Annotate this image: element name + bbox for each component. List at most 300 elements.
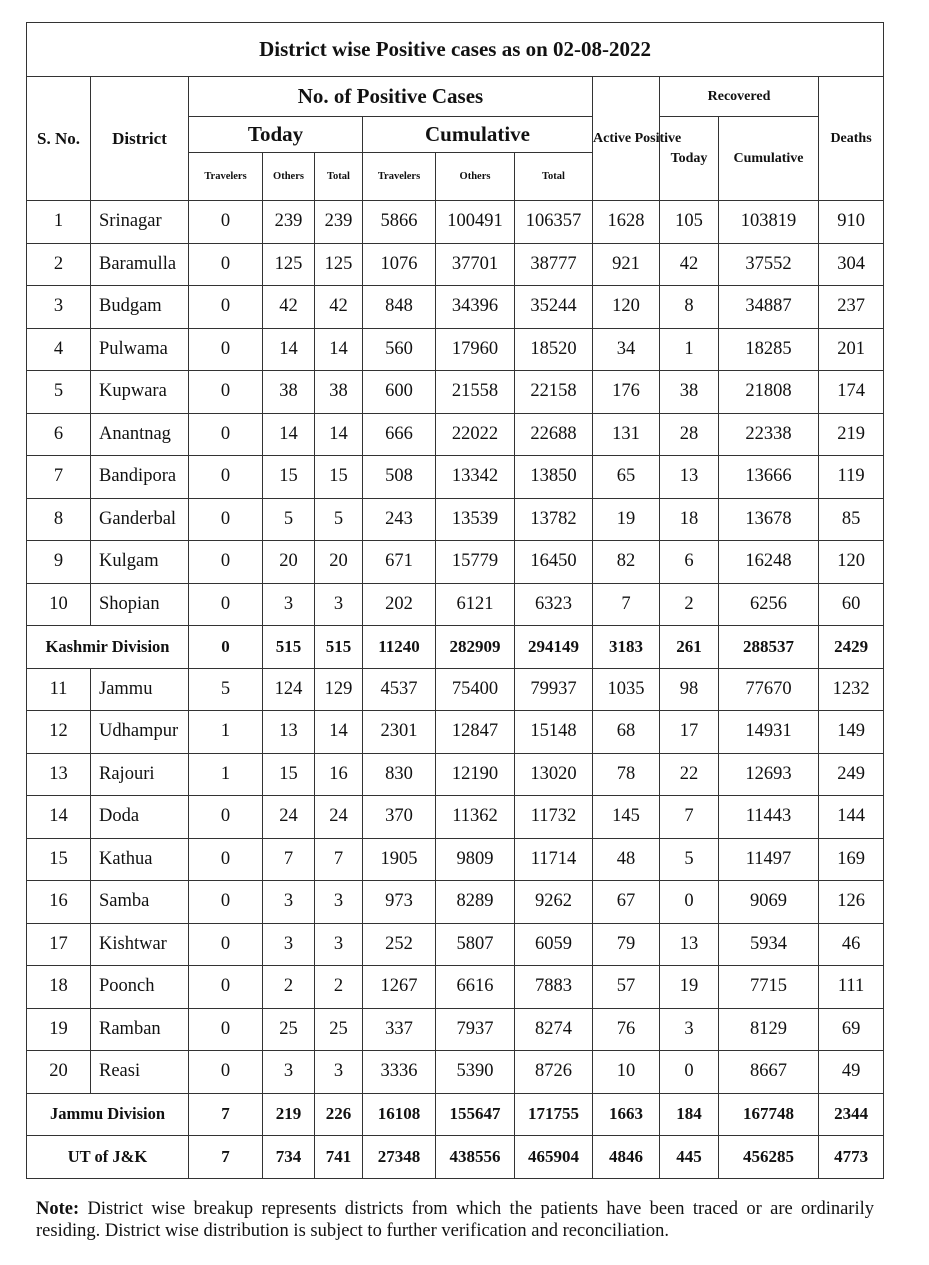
- header-today-travelers: Travelers: [189, 153, 263, 201]
- cell-t-tot: 24: [315, 796, 363, 839]
- cell-active: 4846: [593, 1136, 660, 1179]
- cell-active: 79: [593, 923, 660, 966]
- cell-rec-today: 18: [660, 498, 719, 541]
- cell-c-trav: 560: [363, 328, 436, 371]
- cell-active: 65: [593, 456, 660, 499]
- cell-c-tot: 15148: [515, 711, 593, 754]
- cell-t-trav: 0: [189, 583, 263, 626]
- cell-t-tot: 15: [315, 456, 363, 499]
- cell-rec-cum: 37552: [719, 243, 819, 286]
- cell-c-trav: 11240: [363, 626, 436, 669]
- cell-t-tot: 125: [315, 243, 363, 286]
- cell-deaths: 60: [819, 583, 884, 626]
- cell-c-trav: 666: [363, 413, 436, 456]
- cell-t-tot: 16: [315, 753, 363, 796]
- cell-c-tot: 6059: [515, 923, 593, 966]
- cell-rec-today: 0: [660, 1051, 719, 1094]
- cell-district: Baramulla: [91, 243, 189, 286]
- cell-district: Doda: [91, 796, 189, 839]
- cell-rec-today: 8: [660, 286, 719, 329]
- header-district: District: [91, 77, 189, 201]
- cell-sno: 8: [27, 498, 91, 541]
- cell-rec-today: 42: [660, 243, 719, 286]
- table-row: [27, 1008, 884, 1051]
- cell-t-tot: 38: [315, 371, 363, 414]
- cell-division-name: Kashmir Division: [27, 626, 189, 669]
- cell-rec-cum: 9069: [719, 881, 819, 924]
- cell-t-trav: 0: [189, 966, 263, 1009]
- cell-active: 1035: [593, 668, 660, 711]
- cell-t-oth: 124: [263, 668, 315, 711]
- cell-deaths: 2344: [819, 1093, 884, 1136]
- table-row: [27, 243, 884, 286]
- cell-c-oth: 22022: [436, 413, 515, 456]
- cell-t-oth: 7: [263, 838, 315, 881]
- cell-c-tot: 35244: [515, 286, 593, 329]
- cell-deaths: 144: [819, 796, 884, 839]
- cell-t-oth: 3: [263, 923, 315, 966]
- jammu-division-total-row: [27, 1093, 884, 1136]
- cell-c-trav: 508: [363, 456, 436, 499]
- cell-rec-cum: 22338: [719, 413, 819, 456]
- cell-t-trav: 0: [189, 456, 263, 499]
- cell-c-trav: 243: [363, 498, 436, 541]
- cell-c-oth: 15779: [436, 541, 515, 584]
- cell-t-oth: 13: [263, 711, 315, 754]
- cell-c-trav: 4537: [363, 668, 436, 711]
- cell-t-trav: 1: [189, 753, 263, 796]
- cell-division-name: UT of J&K: [27, 1136, 189, 1179]
- cell-c-oth: 13342: [436, 456, 515, 499]
- cell-t-trav: 7: [189, 1136, 263, 1179]
- cell-district: Kishtwar: [91, 923, 189, 966]
- cell-active: 120: [593, 286, 660, 329]
- cell-district: Samba: [91, 881, 189, 924]
- cell-rec-cum: 21808: [719, 371, 819, 414]
- cell-district: Shopian: [91, 583, 189, 626]
- cell-c-oth: 6616: [436, 966, 515, 1009]
- cell-t-tot: 42: [315, 286, 363, 329]
- cell-c-oth: 8289: [436, 881, 515, 924]
- table-row: [27, 668, 884, 711]
- cell-rec-today: 19: [660, 966, 719, 1009]
- cell-sno: 14: [27, 796, 91, 839]
- cell-t-oth: 734: [263, 1136, 315, 1179]
- cell-c-oth: 5807: [436, 923, 515, 966]
- cell-c-oth: 11362: [436, 796, 515, 839]
- cell-rec-today: 38: [660, 371, 719, 414]
- cell-active: 921: [593, 243, 660, 286]
- cell-c-trav: 848: [363, 286, 436, 329]
- cell-t-oth: 239: [263, 201, 315, 244]
- cell-t-oth: 14: [263, 413, 315, 456]
- cell-sno: 20: [27, 1051, 91, 1094]
- cell-active: 3183: [593, 626, 660, 669]
- cell-c-oth: 21558: [436, 371, 515, 414]
- table-row: [27, 753, 884, 796]
- cell-sno: 17: [27, 923, 91, 966]
- cell-rec-cum: 77670: [719, 668, 819, 711]
- cell-rec-today: 98: [660, 668, 719, 711]
- cell-district: Kupwara: [91, 371, 189, 414]
- cell-district: Anantnag: [91, 413, 189, 456]
- table-title: District wise Positive cases as on 02-08-2022: [27, 23, 884, 77]
- ut-total-row: [27, 1136, 884, 1179]
- cell-t-oth: 14: [263, 328, 315, 371]
- cell-t-trav: 0: [189, 498, 263, 541]
- cell-active: 78: [593, 753, 660, 796]
- cell-rec-today: 445: [660, 1136, 719, 1179]
- cell-rec-cum: 5934: [719, 923, 819, 966]
- cell-rec-cum: 11443: [719, 796, 819, 839]
- table-row: [27, 1051, 884, 1094]
- cell-district: Ramban: [91, 1008, 189, 1051]
- cell-rec-today: 5: [660, 838, 719, 881]
- cell-active: 145: [593, 796, 660, 839]
- header-today-total: Total: [315, 153, 363, 201]
- cell-c-tot: 38777: [515, 243, 593, 286]
- cell-rec-cum: 14931: [719, 711, 819, 754]
- cell-t-oth: 3: [263, 1051, 315, 1094]
- cell-t-tot: 14: [315, 328, 363, 371]
- cell-c-tot: 11732: [515, 796, 593, 839]
- cell-rec-cum: 288537: [719, 626, 819, 669]
- cell-t-tot: 129: [315, 668, 363, 711]
- cell-rec-cum: 12693: [719, 753, 819, 796]
- cell-t-tot: 5: [315, 498, 363, 541]
- cell-active: 7: [593, 583, 660, 626]
- cell-c-trav: 337: [363, 1008, 436, 1051]
- cell-c-trav: 1076: [363, 243, 436, 286]
- cell-c-oth: 13539: [436, 498, 515, 541]
- cell-c-tot: 13020: [515, 753, 593, 796]
- cell-t-oth: 15: [263, 456, 315, 499]
- cell-c-trav: 671: [363, 541, 436, 584]
- cell-deaths: 201: [819, 328, 884, 371]
- cell-t-trav: 0: [189, 1008, 263, 1051]
- cell-c-tot: 11714: [515, 838, 593, 881]
- cell-sno: 6: [27, 413, 91, 456]
- cell-rec-today: 0: [660, 881, 719, 924]
- cell-deaths: 2429: [819, 626, 884, 669]
- cell-sno: 7: [27, 456, 91, 499]
- cell-t-tot: 3: [315, 1051, 363, 1094]
- cell-rec-today: 261: [660, 626, 719, 669]
- cell-c-oth: 12847: [436, 711, 515, 754]
- cell-sno: 10: [27, 583, 91, 626]
- cell-rec-cum: 34887: [719, 286, 819, 329]
- cell-rec-cum: 18285: [719, 328, 819, 371]
- cell-active: 67: [593, 881, 660, 924]
- cell-c-oth: 100491: [436, 201, 515, 244]
- cell-t-oth: 3: [263, 881, 315, 924]
- cell-rec-cum: 13666: [719, 456, 819, 499]
- note-text: District wise breakup represents districts from which the patients have been traced or are ordinarily residing. District wise distribution is subject to further verification and reconciliation.: [36, 1199, 875, 1241]
- cell-c-tot: 22158: [515, 371, 593, 414]
- cell-t-oth: 3: [263, 583, 315, 626]
- cell-active: 48: [593, 838, 660, 881]
- cell-district: Reasi: [91, 1051, 189, 1094]
- cell-c-oth: 282909: [436, 626, 515, 669]
- cell-deaths: 69: [819, 1008, 884, 1051]
- cell-deaths: 219: [819, 413, 884, 456]
- cell-district: Kathua: [91, 838, 189, 881]
- cell-c-trav: 1905: [363, 838, 436, 881]
- cell-t-tot: 14: [315, 711, 363, 754]
- cell-sno: 18: [27, 966, 91, 1009]
- cell-t-tot: 741: [315, 1136, 363, 1179]
- cell-active: 1663: [593, 1093, 660, 1136]
- cell-c-trav: 202: [363, 583, 436, 626]
- header-cumulative-total: Total: [515, 153, 593, 201]
- cell-c-tot: 106357: [515, 201, 593, 244]
- cell-active: 1628: [593, 201, 660, 244]
- cell-c-tot: 18520: [515, 328, 593, 371]
- header-deaths: Deaths: [819, 77, 884, 201]
- cell-t-trav: 1: [189, 711, 263, 754]
- cell-rec-today: 105: [660, 201, 719, 244]
- cell-deaths: 1232: [819, 668, 884, 711]
- cell-t-tot: 3: [315, 923, 363, 966]
- cell-district: Poonch: [91, 966, 189, 1009]
- cell-t-oth: 25: [263, 1008, 315, 1051]
- cell-t-oth: 38: [263, 371, 315, 414]
- cell-rec-cum: 8667: [719, 1051, 819, 1094]
- cell-deaths: 85: [819, 498, 884, 541]
- cell-district: Kulgam: [91, 541, 189, 584]
- cell-t-oth: 5: [263, 498, 315, 541]
- cell-t-tot: 3: [315, 881, 363, 924]
- cell-deaths: 46: [819, 923, 884, 966]
- footnote: [36, 1198, 874, 1242]
- cell-t-oth: 15: [263, 753, 315, 796]
- cell-t-trav: 0: [189, 413, 263, 456]
- cell-rec-today: 17: [660, 711, 719, 754]
- cell-rec-today: 13: [660, 923, 719, 966]
- cell-active: 34: [593, 328, 660, 371]
- cell-c-trav: 1267: [363, 966, 436, 1009]
- cell-t-trav: 5: [189, 668, 263, 711]
- cell-sno: 1: [27, 201, 91, 244]
- cell-t-trav: 0: [189, 328, 263, 371]
- cell-t-oth: 125: [263, 243, 315, 286]
- cell-rec-cum: 11497: [719, 838, 819, 881]
- table-row: [27, 796, 884, 839]
- cell-t-tot: 25: [315, 1008, 363, 1051]
- cell-t-trav: 0: [189, 923, 263, 966]
- cell-c-trav: 5866: [363, 201, 436, 244]
- cell-district: Udhampur: [91, 711, 189, 754]
- cell-t-oth: 20: [263, 541, 315, 584]
- cell-c-trav: 252: [363, 923, 436, 966]
- cell-t-tot: 226: [315, 1093, 363, 1136]
- cell-sno: 2: [27, 243, 91, 286]
- cell-c-oth: 12190: [436, 753, 515, 796]
- header-active-positive: Active Positive: [593, 77, 660, 201]
- cell-c-tot: 294149: [515, 626, 593, 669]
- cell-sno: 16: [27, 881, 91, 924]
- cell-c-trav: 27348: [363, 1136, 436, 1179]
- table-row: [27, 541, 884, 584]
- cell-rec-cum: 16248: [719, 541, 819, 584]
- cell-sno: 13: [27, 753, 91, 796]
- cell-deaths: 249: [819, 753, 884, 796]
- table-row: [27, 328, 884, 371]
- cell-rec-cum: 167748: [719, 1093, 819, 1136]
- header-cumulative: Cumulative: [363, 117, 593, 153]
- cell-c-tot: 8274: [515, 1008, 593, 1051]
- cell-c-oth: 155647: [436, 1093, 515, 1136]
- cell-t-tot: 515: [315, 626, 363, 669]
- cell-c-tot: 465904: [515, 1136, 593, 1179]
- cell-deaths: 126: [819, 881, 884, 924]
- cell-t-tot: 14: [315, 413, 363, 456]
- table-row: [27, 286, 884, 329]
- district-cases-table: [26, 22, 884, 1179]
- header-cumulative-others: Others: [436, 153, 515, 201]
- table-row: [27, 881, 884, 924]
- cell-c-oth: 7937: [436, 1008, 515, 1051]
- cell-c-tot: 171755: [515, 1093, 593, 1136]
- cell-c-trav: 2301: [363, 711, 436, 754]
- cell-deaths: 120: [819, 541, 884, 584]
- cell-rec-today: 6: [660, 541, 719, 584]
- cell-c-trav: 600: [363, 371, 436, 414]
- cell-active: 19: [593, 498, 660, 541]
- table-row: [27, 711, 884, 754]
- cell-t-tot: 2: [315, 966, 363, 1009]
- cell-deaths: 149: [819, 711, 884, 754]
- cell-t-trav: 0: [189, 626, 263, 669]
- header-recovered-cumulative: Cumulative: [719, 117, 819, 201]
- table-row: [27, 498, 884, 541]
- cell-t-tot: 20: [315, 541, 363, 584]
- cell-t-trav: 0: [189, 838, 263, 881]
- cell-c-oth: 34396: [436, 286, 515, 329]
- cell-c-tot: 7883: [515, 966, 593, 1009]
- cell-c-trav: 370: [363, 796, 436, 839]
- cell-rec-cum: 8129: [719, 1008, 819, 1051]
- cell-c-oth: 438556: [436, 1136, 515, 1179]
- cell-t-oth: 515: [263, 626, 315, 669]
- cell-sno: 12: [27, 711, 91, 754]
- cell-sno: 9: [27, 541, 91, 584]
- cell-t-oth: 2: [263, 966, 315, 1009]
- cell-c-trav: 3336: [363, 1051, 436, 1094]
- header-sno: S. No.: [27, 77, 91, 201]
- cell-t-oth: 42: [263, 286, 315, 329]
- cell-sno: 5: [27, 371, 91, 414]
- cell-rec-today: 7: [660, 796, 719, 839]
- table-row: [27, 201, 884, 244]
- cell-c-tot: 22688: [515, 413, 593, 456]
- cell-t-tot: 239: [315, 201, 363, 244]
- cell-c-tot: 6323: [515, 583, 593, 626]
- cell-division-name: Jammu Division: [27, 1093, 189, 1136]
- cell-rec-today: 184: [660, 1093, 719, 1136]
- cell-rec-today: 3: [660, 1008, 719, 1051]
- cell-active: 131: [593, 413, 660, 456]
- cell-deaths: 304: [819, 243, 884, 286]
- cell-c-tot: 79937: [515, 668, 593, 711]
- cell-t-trav: 0: [189, 286, 263, 329]
- cell-deaths: 169: [819, 838, 884, 881]
- table-row: [27, 923, 884, 966]
- header-today-others: Others: [263, 153, 315, 201]
- cell-deaths: 237: [819, 286, 884, 329]
- note-label: Note:: [36, 1199, 80, 1219]
- cell-t-trav: 0: [189, 796, 263, 839]
- cell-district: Pulwama: [91, 328, 189, 371]
- cell-c-oth: 37701: [436, 243, 515, 286]
- cell-t-trav: 0: [189, 201, 263, 244]
- header-today: Today: [189, 117, 363, 153]
- cell-rec-cum: 7715: [719, 966, 819, 1009]
- table-row: [27, 966, 884, 1009]
- cell-sno: 15: [27, 838, 91, 881]
- cell-deaths: 111: [819, 966, 884, 1009]
- cell-c-tot: 13850: [515, 456, 593, 499]
- cell-c-trav: 973: [363, 881, 436, 924]
- cell-district: Jammu: [91, 668, 189, 711]
- table-row: [27, 413, 884, 456]
- cell-c-trav: 830: [363, 753, 436, 796]
- cell-deaths: 4773: [819, 1136, 884, 1179]
- cell-c-oth: 9809: [436, 838, 515, 881]
- header-recovered: Recovered: [660, 77, 819, 117]
- cell-t-trav: 0: [189, 1051, 263, 1094]
- cell-district: Budgam: [91, 286, 189, 329]
- cell-rec-today: 1: [660, 328, 719, 371]
- cell-deaths: 119: [819, 456, 884, 499]
- cell-t-oth: 24: [263, 796, 315, 839]
- cell-c-oth: 75400: [436, 668, 515, 711]
- cell-active: 57: [593, 966, 660, 1009]
- cell-c-trav: 16108: [363, 1093, 436, 1136]
- cell-t-tot: 3: [315, 583, 363, 626]
- cell-c-tot: 9262: [515, 881, 593, 924]
- cell-c-oth: 17960: [436, 328, 515, 371]
- cell-t-oth: 219: [263, 1093, 315, 1136]
- cell-active: 176: [593, 371, 660, 414]
- header-recovered-today: Today: [660, 117, 719, 201]
- cell-t-trav: 7: [189, 1093, 263, 1136]
- cell-t-trav: 0: [189, 243, 263, 286]
- cell-c-oth: 5390: [436, 1051, 515, 1094]
- cell-district: Bandipora: [91, 456, 189, 499]
- cell-deaths: 910: [819, 201, 884, 244]
- cell-c-oth: 6121: [436, 583, 515, 626]
- cell-district: Rajouri: [91, 753, 189, 796]
- cell-sno: 3: [27, 286, 91, 329]
- cell-rec-today: 22: [660, 753, 719, 796]
- cell-t-trav: 0: [189, 541, 263, 584]
- cell-rec-cum: 103819: [719, 201, 819, 244]
- cell-t-tot: 7: [315, 838, 363, 881]
- table-row: [27, 371, 884, 414]
- cell-deaths: 49: [819, 1051, 884, 1094]
- table-body: [27, 201, 884, 1179]
- header-cumulative-travelers: Travelers: [363, 153, 436, 201]
- cell-rec-cum: 6256: [719, 583, 819, 626]
- table-row: [27, 456, 884, 499]
- cell-sno: 4: [27, 328, 91, 371]
- cell-active: 68: [593, 711, 660, 754]
- cell-district: Srinagar: [91, 201, 189, 244]
- cell-rec-today: 13: [660, 456, 719, 499]
- cell-t-trav: 0: [189, 881, 263, 924]
- cell-rec-cum: 13678: [719, 498, 819, 541]
